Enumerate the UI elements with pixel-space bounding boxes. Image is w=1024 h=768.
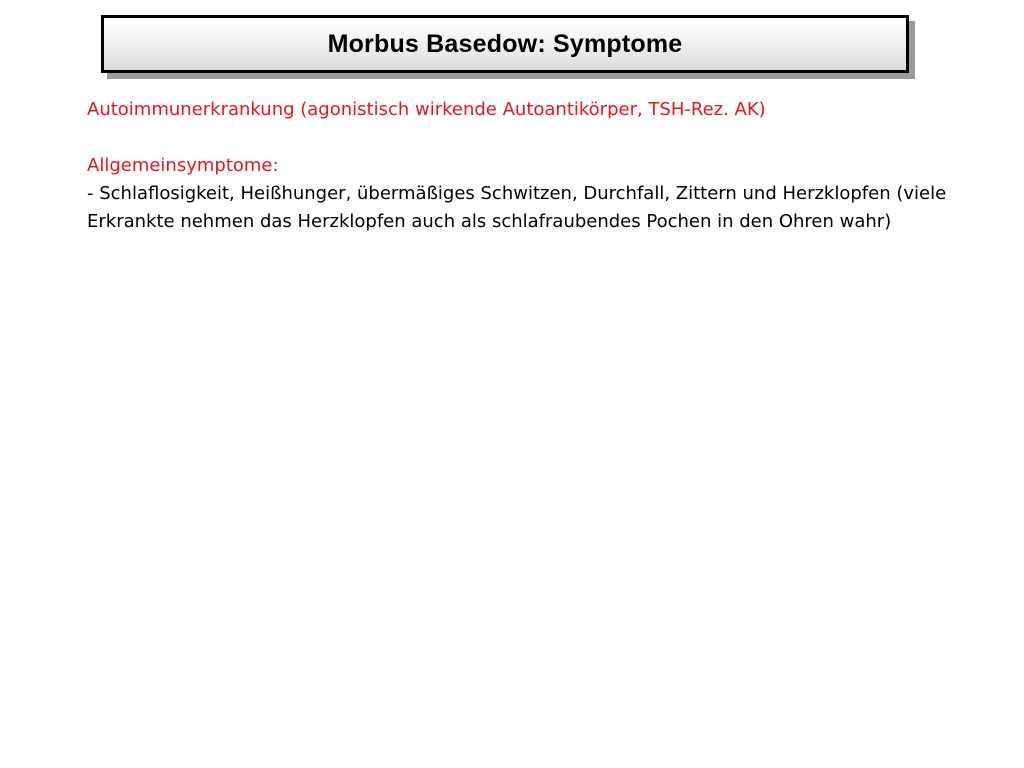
intro-text: Autoimmunerkrankung (agonistisch wirkende Autoantikörper, TSH-Rez. AK) [87, 99, 766, 120]
section-heading: Allgemeinsymptome: [87, 155, 279, 176]
slide-title: Morbus Basedow: Symptome [327, 29, 683, 58]
slide-content [87, 96, 967, 236]
symptoms-text: - Schlaflosigkeit, Heißhunger, übermäßiges Schwitzen, Durchfall, Zittern und Herzklopfen (viele Erkrankte nehmen das Herzklopfen auch als schlafraubendes Pochen in den Ohren wahr) [87, 183, 947, 232]
slide-title-box [101, 15, 909, 73]
paragraph-spacer [87, 124, 967, 152]
